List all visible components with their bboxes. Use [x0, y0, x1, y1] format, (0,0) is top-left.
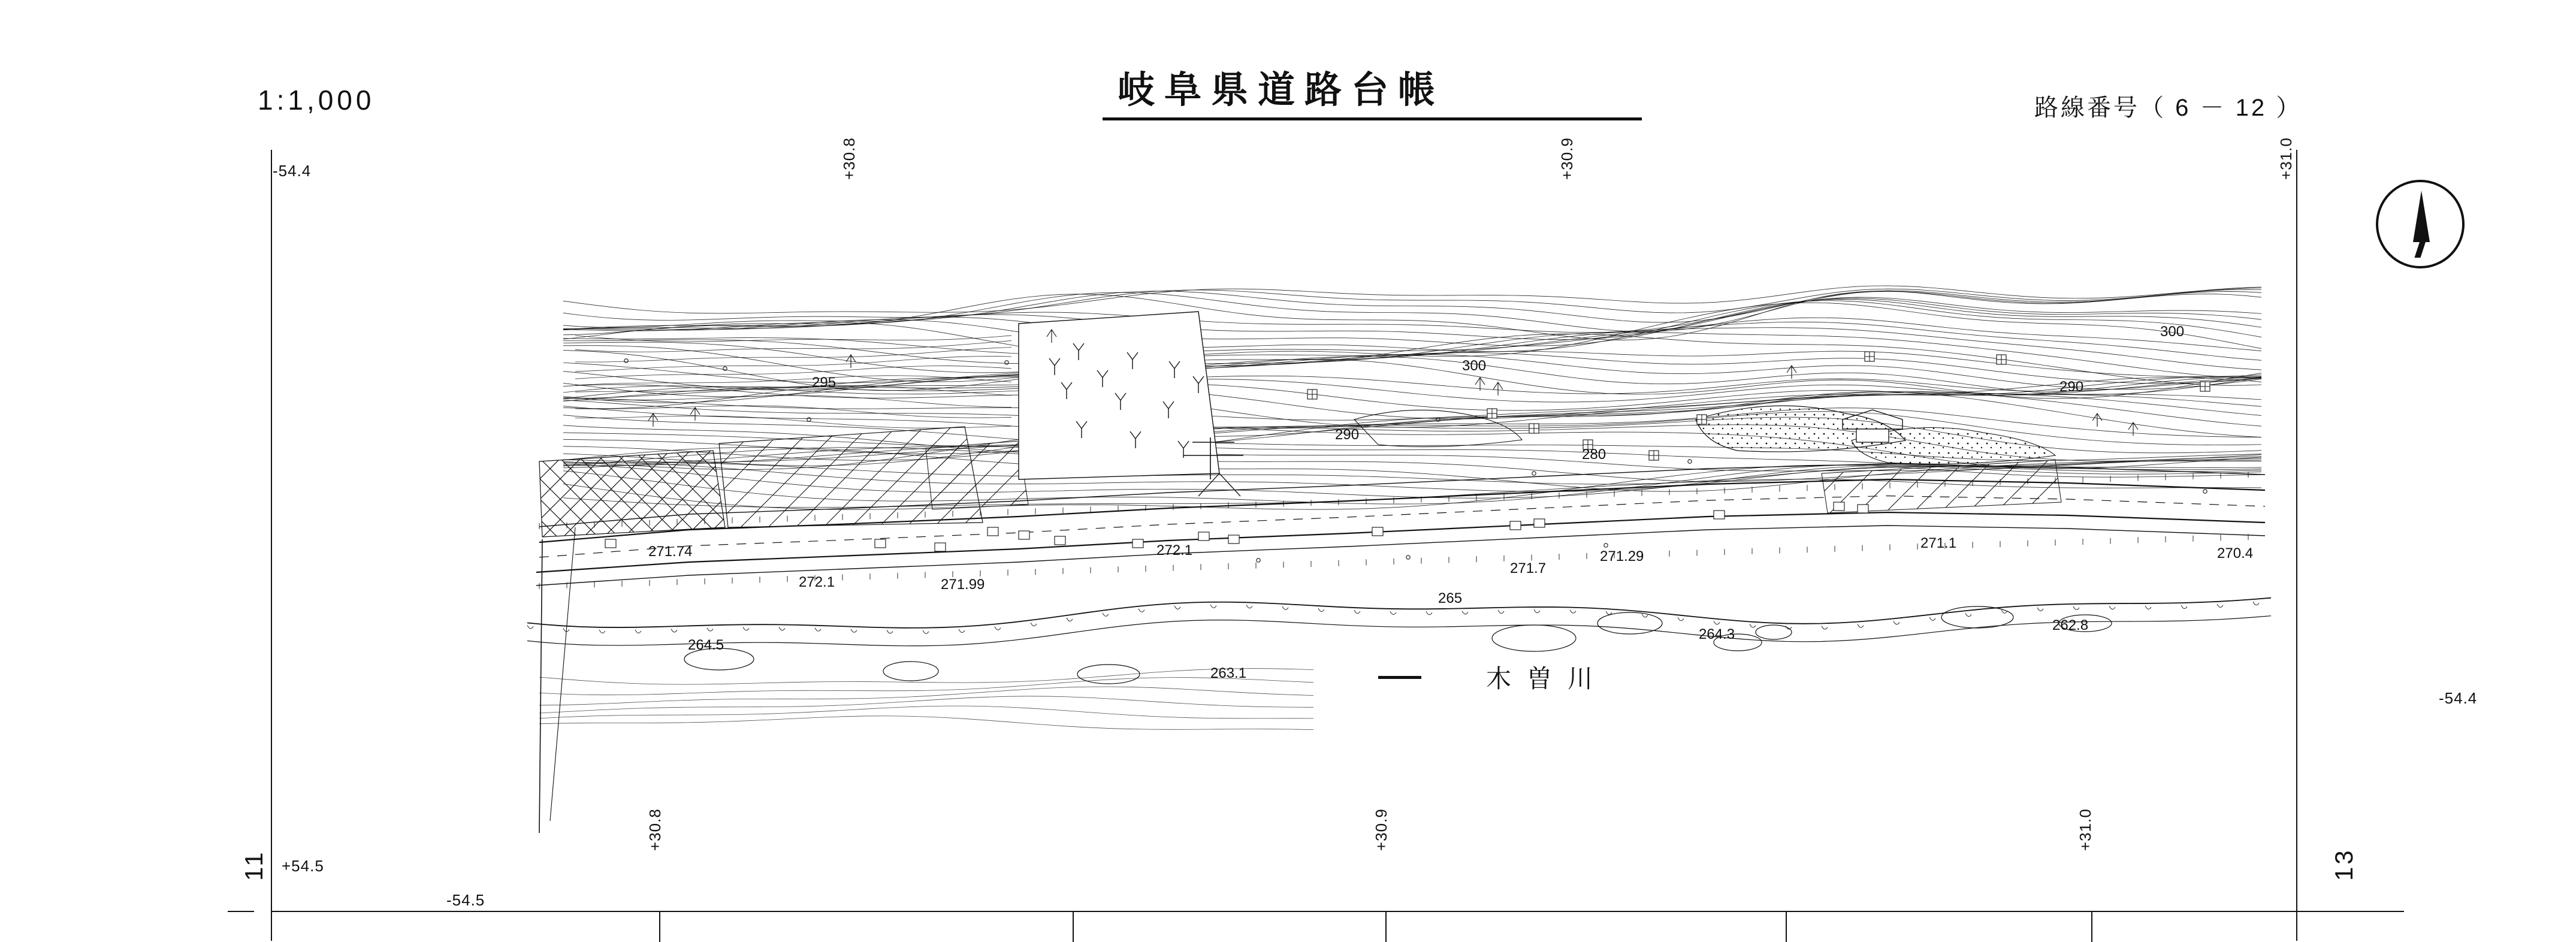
- grid-tick-t6: +54.5: [282, 857, 324, 875]
- map-label-e27199: 271.99: [941, 576, 985, 593]
- map-label-c300b: 300: [2160, 324, 2185, 340]
- map-label-c290b: 290: [2059, 379, 2084, 395]
- river-symbol: [1378, 676, 1421, 679]
- grid-tick-t4: +31.0: [2277, 137, 2295, 180]
- map-label-e2711: 271.1: [1920, 535, 1957, 551]
- grid-tick-t7: -54.5: [446, 891, 485, 909]
- grid-tick-t3: +30.9: [1558, 137, 1576, 180]
- map-label-c300a: 300: [1462, 358, 1487, 374]
- page-title: 岐阜県道路台帳: [1118, 70, 1445, 111]
- page-number-right: 13: [2330, 848, 2358, 881]
- map-label-e27129: 271.29: [1600, 548, 1644, 564]
- map-label-e2643: 264.3: [1699, 626, 1735, 642]
- grid-tick-t5: -54.4: [2439, 689, 2478, 707]
- map-label-e2631: 263.1: [1210, 665, 1247, 681]
- grid-tick-t8: +30.8: [646, 808, 664, 851]
- map-label-e2721: 272.1: [799, 574, 835, 590]
- map-label-e2717b: 271.7: [1510, 560, 1547, 576]
- map-label-e2628: 262.8: [2052, 617, 2089, 633]
- map-label-c265: 265: [1438, 590, 1463, 606]
- map-label-e2704: 270.4: [2217, 545, 2254, 561]
- map-label-e2717a: 271.74: [648, 544, 693, 560]
- map-label-e2645: 264.5: [688, 637, 724, 653]
- river-name-label: 木曽川: [1486, 665, 1609, 693]
- grid-tick-t9: +30.9: [1372, 808, 1390, 851]
- grid-tick-t10: +31.0: [2076, 808, 2094, 851]
- map-label-c290a: 290: [1335, 427, 1360, 443]
- grid-tick-t1: -54.4: [273, 162, 312, 180]
- scale-label: 1:1,000: [258, 84, 375, 116]
- map-label-c295: 295: [812, 375, 836, 391]
- route-number-label: 路線番号（ 6 － 12 ）: [2034, 95, 2303, 121]
- map-label-e27212: 272.1: [1156, 542, 1193, 558]
- grid-tick-t2: +30.8: [840, 137, 858, 180]
- map-label-c280: 280: [1582, 446, 1606, 463]
- page-number-left: 11: [240, 850, 268, 881]
